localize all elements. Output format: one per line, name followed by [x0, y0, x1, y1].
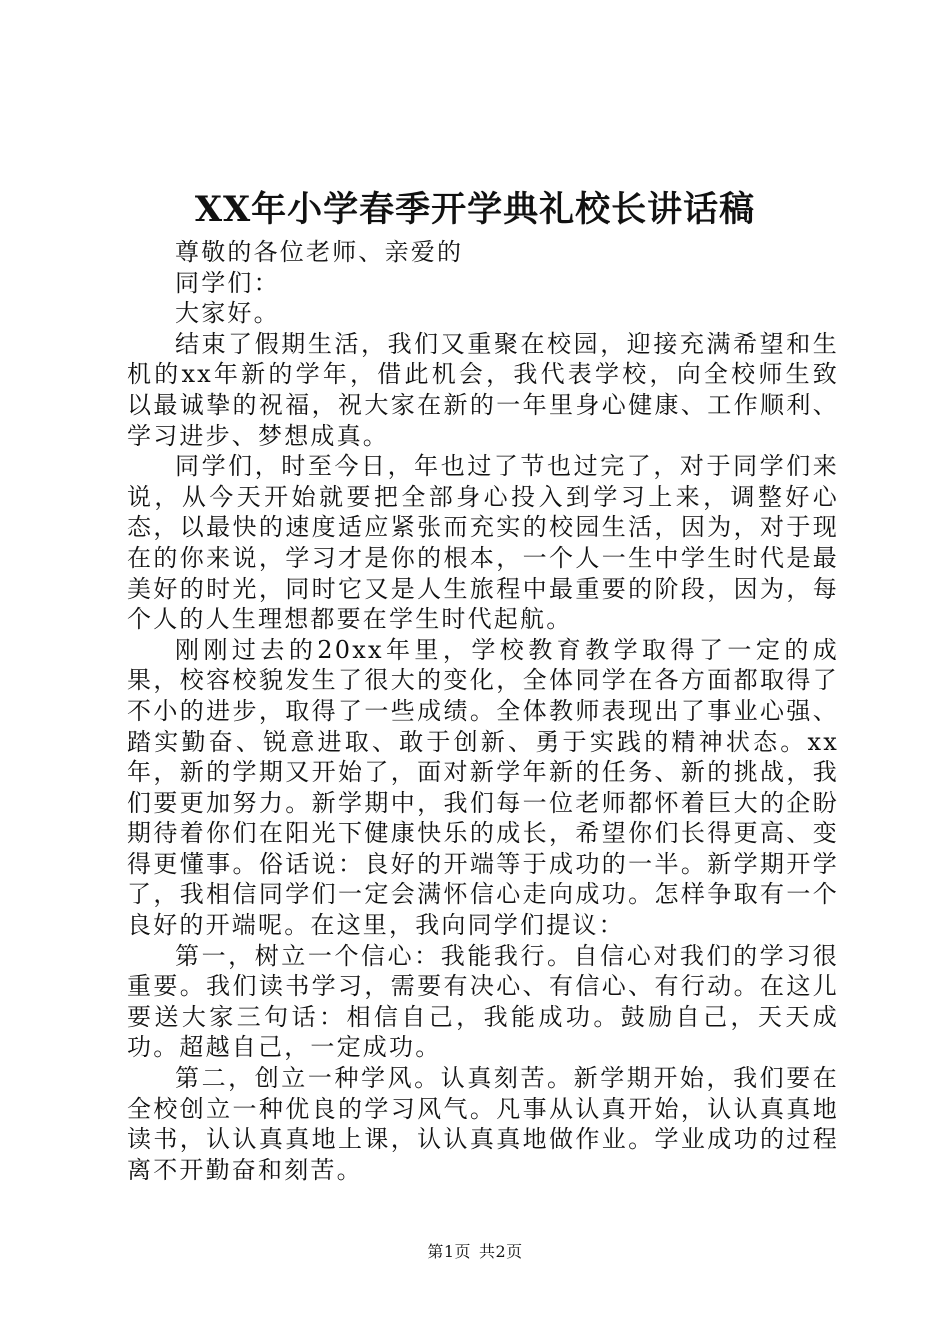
paragraph: 结束了假期生活，我们又重聚在校园，迎接充满希望和生机的xx年新的学年，借此机会，我代表学校，向全校师生致以最诚挚的祝福，祝大家在新的一年里身心健康、工作顺利、学习进步、梦想成真。: [127, 329, 839, 450]
page-footer: [0, 1241, 950, 1263]
paragraph: 同学们，时至今日，年也过了节也过完了，对于同学们来说，从今天开始就要把全部身心投入到学习上来，调整好心态，以最快的速度适应紧张而充实的校园生活，因为，对于现在的你来说，学习才是你的根本，一个人一生中学生时代是最美好的时光，同时它又是人生旅程中最重要的阶段，因为，每个人的人生理想都要在学生时代起航。: [127, 452, 839, 634]
document-body: [127, 237, 839, 1185]
salutation-line-1: 尊敬的各位老师、亲爱的: [175, 238, 464, 266]
paragraph: 第一，树立一个信心：我能我行。自信心对我们的学习很重要。我们读书学习，需要有决心、有信心、有行动。在这儿要送大家三句话：相信自己，我能成功。鼓励自己，天天成功。超越自己，一定成功。: [127, 941, 839, 1062]
greeting: 大家好。: [175, 299, 280, 328]
page-number: 第1页: [427, 1242, 471, 1261]
salutation-line-2: 同学们：: [175, 268, 280, 297]
paragraph: 刚刚过去的20xx年里，学校教育教学取得了一定的成果，校容校貌发生了很大的变化，全体同学在各方面都取得了不小的进步，取得了一些成绩。全体教师表现出了事业心强、踏实勤奋、锐意进取、敢于创新、勇于实践的精神状态。xx年，新的学期又开始了，面对新学年新的任务、新的挑战，我们要更加努力。新学期中，我们每一位老师都怀着巨大的企盼期待着你们在阳光下健康快乐的成长，希望你们长得更高、变得更懂事。俗话说：良好的开端等于成功的一半。新学期开学了，我相信同学们一定会满怀信心走向成功。怎样争取有一个良好的开端呢。在这里，我向同学们提议：: [127, 635, 839, 940]
page-total: 共2页: [479, 1242, 523, 1261]
paragraph: 第二，创立一种学风。认真刻苦。新学期开始，我们要在全校创立一种优良的学习风气。凡事从认真开始，认认真真地读书，认认真真地上课，认认真真地做作业。学业成功的过程离不开勤奋和刻苦。: [127, 1064, 839, 1184]
document-title: XX年小学春季开学典礼校长讲话稿: [194, 189, 756, 230]
